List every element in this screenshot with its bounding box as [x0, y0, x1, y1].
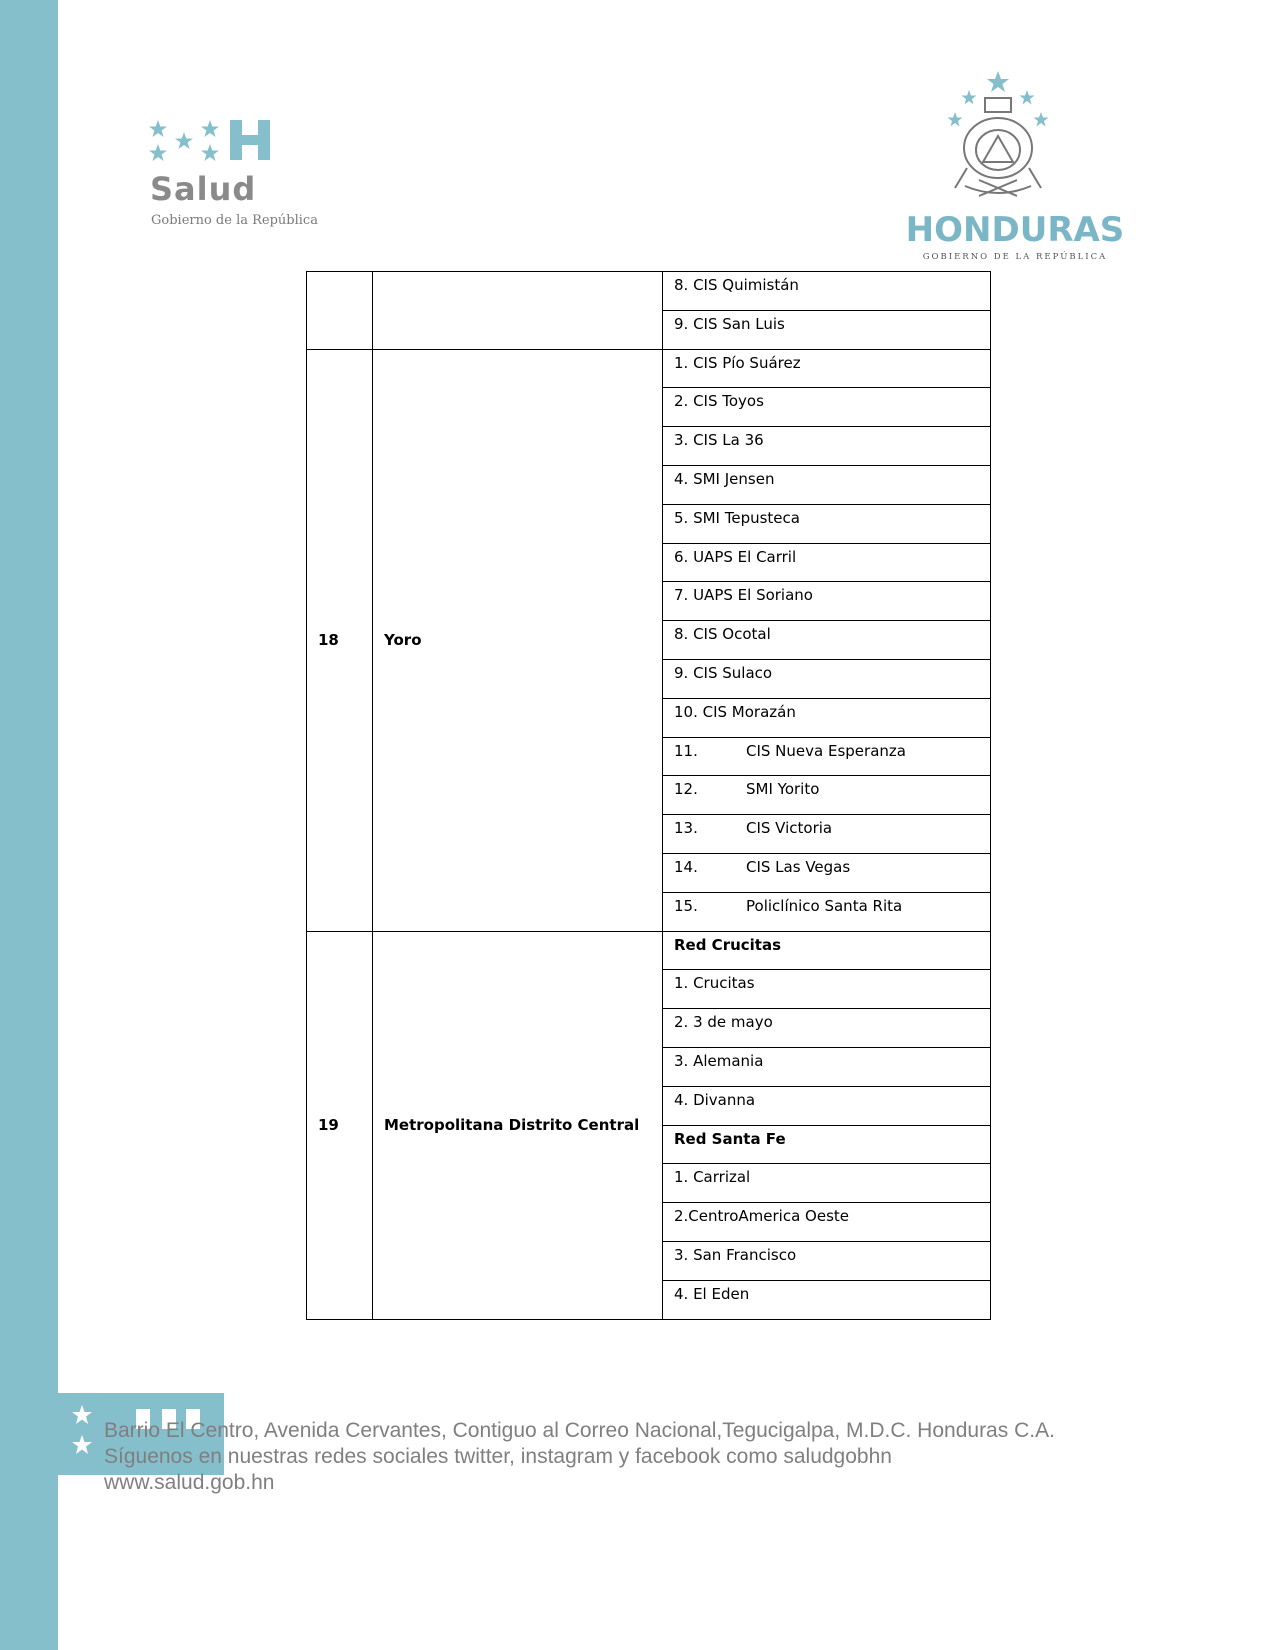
facility-cell	[663, 815, 991, 854]
facility-number: 12.	[674, 780, 698, 799]
facility-cell	[663, 1241, 991, 1280]
facility-name: 2.CentroAmerica Oeste	[674, 1207, 850, 1226]
facility-cell	[663, 1280, 991, 1319]
facility-number: 15.	[674, 896, 698, 915]
facility-name: 4. Divanna	[674, 1090, 756, 1109]
facility-cell	[663, 1164, 991, 1203]
facility-cell	[663, 698, 991, 737]
network-heading	[663, 931, 991, 970]
region-number: 19	[307, 931, 373, 1319]
facility-cell	[663, 1203, 991, 1242]
facility-cell	[663, 1086, 991, 1125]
facility-number: 14.	[674, 857, 698, 876]
facility-cell	[663, 349, 991, 388]
facility-cell	[663, 970, 991, 1009]
facility-name: 1. Crucitas	[674, 974, 755, 993]
footer-address: Barrio El Centro, Avenida Cervantes, Contiguo al Correo Nacional,Tegucigalpa, M.D.C. Honduras C.A.	[104, 1419, 1055, 1442]
region-number: 18	[307, 349, 373, 931]
region-name	[373, 272, 663, 350]
facility-cell	[663, 543, 991, 582]
facility-name: 1. Carrizal	[674, 1168, 751, 1187]
facility-name: 10. CIS Morazán	[674, 702, 796, 721]
facility-name: CIS Victoria	[746, 819, 833, 838]
facility-cell	[663, 465, 991, 504]
facility-cell	[663, 504, 991, 543]
facility-name: 8. CIS Ocotal	[674, 625, 771, 644]
facilities-table	[306, 271, 991, 1320]
facility-cell	[663, 310, 991, 349]
honduras-logo-word: HONDURAS	[905, 210, 1125, 250]
table-row	[307, 931, 991, 970]
facility-name: SMI Yorito	[746, 780, 820, 799]
region-number	[307, 272, 373, 350]
honduras-logo-subtitle: GOBIERNO DE LA REPÚBLICA	[922, 252, 1108, 262]
table-row	[307, 349, 991, 388]
footer-website: www.salud.gob.hn	[104, 1471, 275, 1494]
facility-name: CIS Nueva Esperanza	[746, 741, 906, 760]
salud-logo-subtitle: Gobierno de la República	[151, 213, 318, 228]
facility-cell	[663, 1047, 991, 1086]
facility-name: 4. El Eden	[674, 1284, 750, 1303]
facility-name: 2. CIS Toyos	[674, 392, 764, 411]
footer-contact	[104, 1418, 1055, 1496]
facility-name: Policlínico Santa Rita	[746, 896, 903, 915]
footer-social: Síguenos en nuestras redes sociales twitter, instagram y facebook como saludgobhn	[104, 1445, 892, 1468]
facility-cell	[663, 388, 991, 427]
facility-cell	[663, 621, 991, 660]
facility-name: 2. 3 de mayo	[674, 1013, 773, 1032]
facility-cell	[663, 1009, 991, 1048]
facility-name: Red Santa Fe	[674, 1129, 786, 1148]
facility-cell	[663, 427, 991, 466]
facility-name: CIS Las Vegas	[746, 857, 851, 876]
facility-cell	[663, 582, 991, 621]
facility-name: 3. Alemania	[674, 1051, 764, 1070]
facility-name: 9. CIS San Luis	[674, 314, 785, 333]
facility-number: 11.	[674, 741, 698, 760]
facility-cell	[663, 272, 991, 311]
facility-name: 5. SMI Tepusteca	[674, 508, 800, 527]
facility-name: 1. CIS Pío Suárez	[674, 353, 801, 372]
network-heading	[663, 1125, 991, 1164]
facility-cell	[663, 659, 991, 698]
facility-number: 13.	[674, 819, 698, 838]
region-name: Yoro	[373, 349, 663, 931]
facility-name: 8. CIS Quimistán	[674, 276, 799, 294]
side-accent-bar	[0, 0, 58, 1650]
facility-cell	[663, 776, 991, 815]
table-row	[307, 272, 991, 311]
facility-name: 9. CIS Sulaco	[674, 663, 773, 682]
facility-name: 6. UAPS El Carril	[674, 547, 797, 566]
facility-cell	[663, 892, 991, 931]
facility-name: 7. UAPS El Soriano	[674, 586, 813, 605]
facility-name: Red Crucitas	[674, 935, 782, 954]
facility-name: 3. CIS La 36	[674, 431, 764, 450]
facility-cell	[663, 737, 991, 776]
facility-name: 4. SMI Jensen	[674, 469, 775, 488]
facility-cell	[663, 853, 991, 892]
region-name: Metropolitana Distrito Central	[373, 931, 663, 1319]
facility-name: 3. San Francisco	[674, 1245, 797, 1264]
salud-logo-word: Salud	[150, 170, 257, 208]
